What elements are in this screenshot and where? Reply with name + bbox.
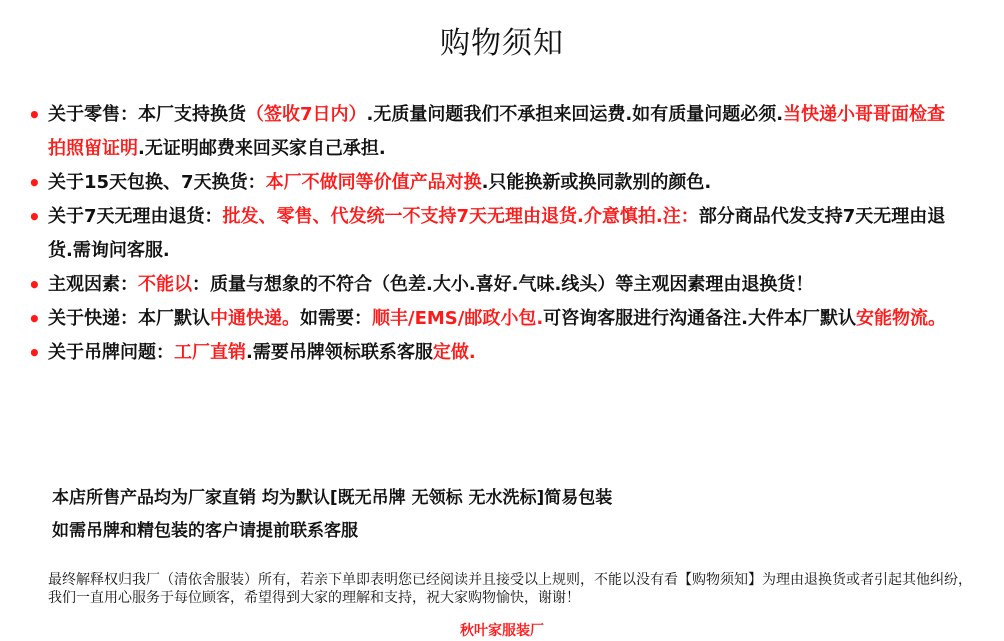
bullet-icon: • (28, 171, 41, 195)
rule-highlight: 工厂直销 (174, 342, 246, 363)
disclaimer-text: 最终解释权归我厂（清依舍服装）所有，若亲下单即表明您已经阅读并且接受以上规则，不能以没有看【购物须知】为理由退换货或者引起其他纠纷，我们一直用心服务于每位顾客，希望得到大家的理解和支持，祝大家购物愉快，谢谢！ (48, 572, 972, 606)
rule-text: 如需要： (300, 308, 372, 329)
rule-text: ：质量与想象的不符合（色差.大小.喜好.气味.线头）等主观因素理由退换货！ (192, 274, 814, 295)
rule-text: 关于零售：本厂支持换货 (48, 104, 246, 125)
rule-text: 关于15天包换、7天换货： (48, 172, 266, 193)
rule-highlight: （签收7日内） (246, 104, 367, 125)
rules-list (28, 98, 963, 370)
rule-highlight: 安能物流。 (856, 308, 947, 329)
rule-highlight: 批发、零售、代发统一不支持7天无理由退货.介意慎拍.注： (222, 206, 699, 227)
rule-text: 主观因素： (48, 274, 138, 295)
rule-item (28, 98, 963, 166)
rule-item (28, 200, 963, 268)
bullet-icon: • (28, 273, 41, 297)
bullet-icon: • (28, 307, 41, 331)
bullet-icon: • (28, 205, 41, 229)
rule-text: .无证明邮费来回买家自己承担. (138, 138, 386, 159)
rule-highlight: 不能以 (138, 274, 192, 295)
rule-text: .需要吊牌领标联系客服 (246, 342, 433, 363)
rule-item (28, 166, 963, 200)
bullet-icon: • (28, 341, 41, 365)
rule-item (28, 268, 963, 302)
note-line: 如需吊牌和精包装的客户请提前联系客服 (52, 521, 358, 541)
rule-item (28, 302, 963, 336)
rule-text: 关于7天无理由退货： (48, 206, 223, 227)
rule-item (28, 336, 963, 370)
rule-text: .无质量问题我们不承担来回运费.如有质量问题必须. (366, 104, 784, 125)
rule-text: 部分商品代发支持7天无理由退货.需询问客服. (48, 206, 946, 261)
rule-text: .只能换新或换同款别的颜色. (481, 172, 712, 193)
rule-text: 关于吊牌问题： (48, 342, 174, 363)
note-line: 本店所售产品均为厂家直销 均为默认[既无吊牌 无领标 无水洗标]简易包装 (52, 488, 613, 508)
rule-text: 关于快递：本厂默认 (48, 308, 210, 329)
bullet-icon: • (28, 103, 41, 127)
rule-highlight: 顺丰/EMS/邮政小包. (372, 308, 544, 329)
rule-highlight: 当快递小哥哥面检查拍照留证明 (48, 104, 946, 159)
notes-block (52, 482, 952, 548)
signature-text: 秋叶家服装厂 (460, 623, 544, 639)
rule-text: 可咨询客服进行沟通备注.大件本厂默认 (543, 308, 857, 329)
rule-highlight: 本厂不做同等价值产品对换 (265, 172, 482, 193)
rule-highlight: 定做. (432, 342, 476, 363)
page-title: 购物须知 (440, 26, 564, 61)
rule-highlight: 中通快递。 (210, 308, 300, 329)
